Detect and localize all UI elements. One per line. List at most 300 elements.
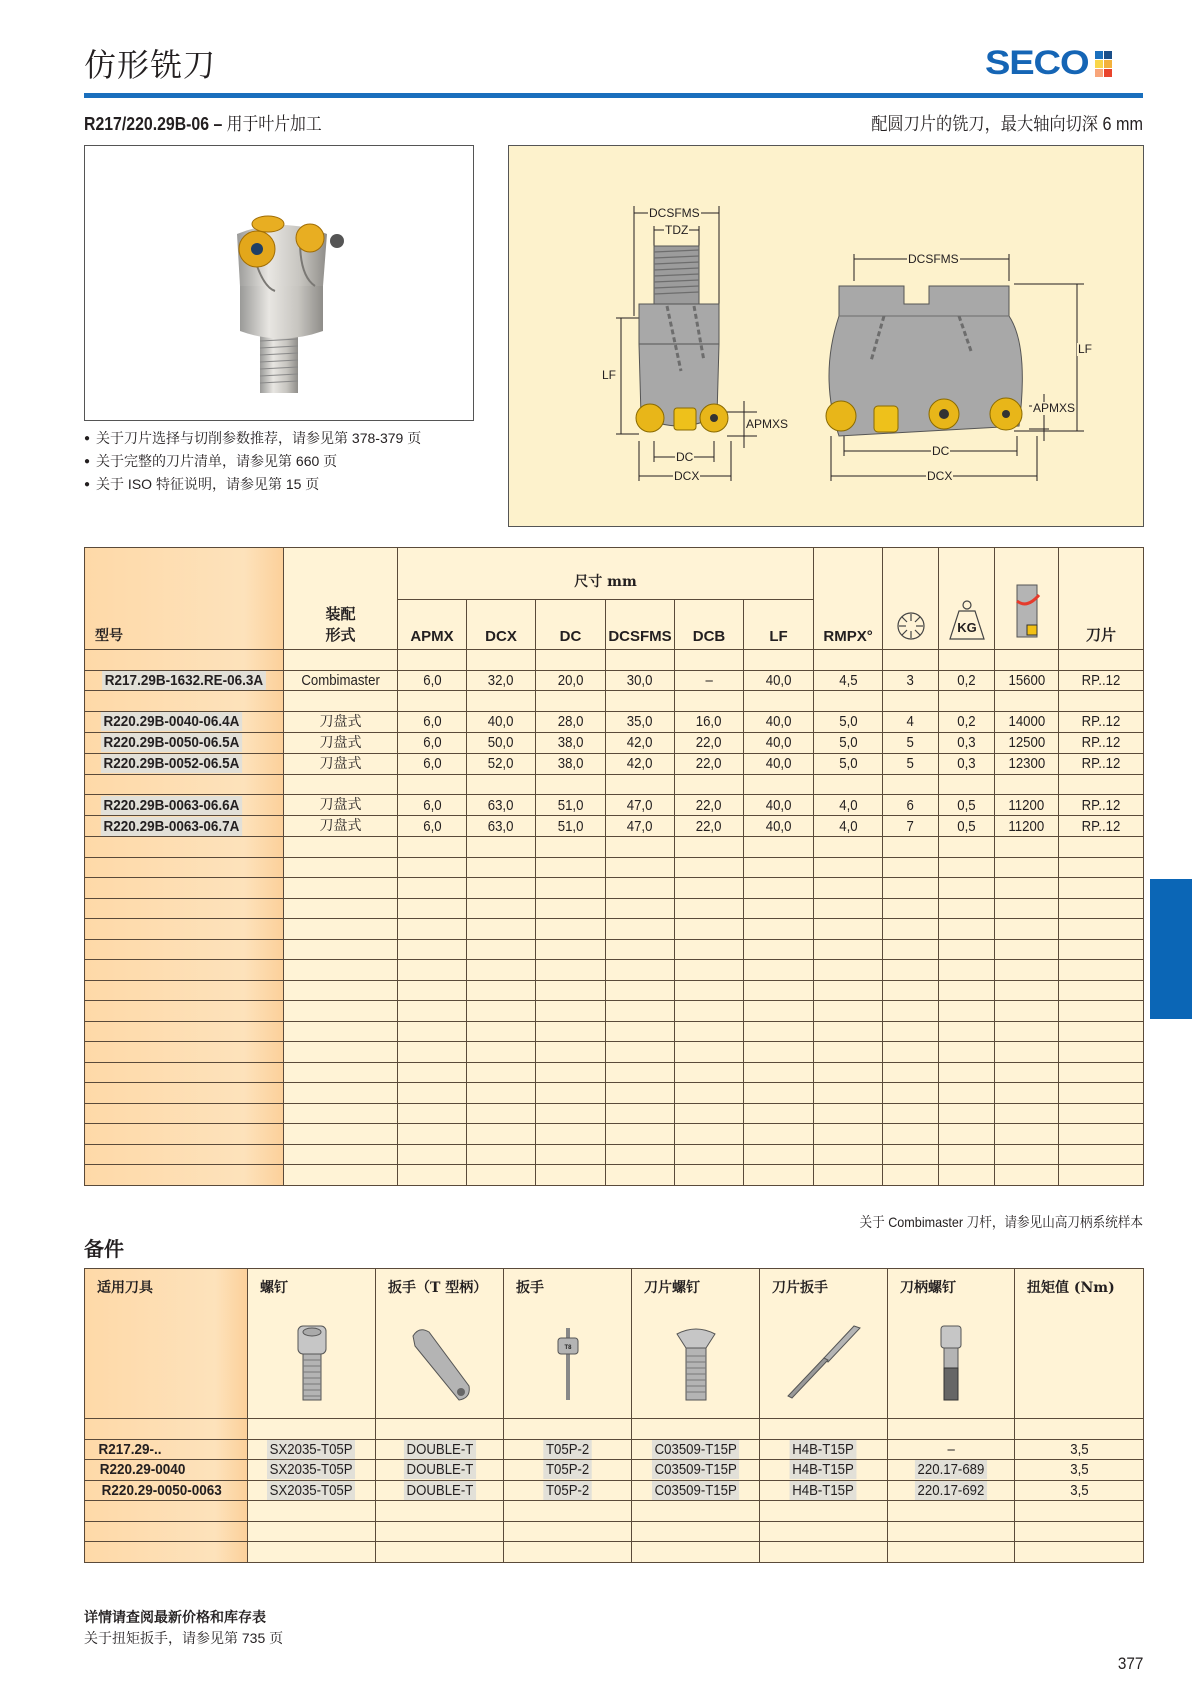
- cell-holder_screw: [888, 1439, 1015, 1460]
- cell-insert_screw: [632, 1480, 760, 1501]
- empty-cell: [814, 1001, 883, 1022]
- dc-value: 20,0: [557, 671, 584, 689]
- empty-cell: [744, 1144, 814, 1165]
- cell-mount: [284, 711, 398, 732]
- cell-dcsfms: [606, 732, 675, 753]
- empty-cell: [632, 1419, 760, 1440]
- empty-cell: [744, 1021, 814, 1042]
- empty-cell: [744, 1083, 814, 1104]
- insert_screw-value: C03509-T15P: [652, 1440, 739, 1459]
- empty-row: [85, 1501, 1144, 1522]
- mount-header-line2: 形式: [325, 626, 356, 644]
- empty-cell: [675, 898, 744, 919]
- empty-cell: [883, 774, 939, 795]
- empty-cell: [398, 919, 467, 940]
- empty-cell: [467, 837, 536, 858]
- cell-model: [85, 732, 284, 753]
- footer-price-note: 详情请查阅最新价格和库存表: [84, 1610, 266, 1626]
- spare-header-tool: [85, 1269, 248, 1419]
- rmpx-value: 5,0: [838, 755, 858, 772]
- dcsfms-value: 47,0: [627, 817, 653, 835]
- t_wrench-value: DOUBLE-T: [403, 1440, 475, 1459]
- dcsfms-value: 47,0: [627, 796, 653, 814]
- empty-row: [85, 898, 1144, 919]
- empty-cell: [995, 691, 1059, 712]
- empty-row: [85, 650, 1144, 671]
- dcb-value: 22,0: [696, 817, 722, 835]
- empty-cell: [883, 1042, 939, 1063]
- empty-cell: [85, 1124, 284, 1145]
- empty-cell: [606, 650, 675, 671]
- page-title: 仿形铣刀: [84, 46, 217, 84]
- empty-cell: [284, 1062, 398, 1083]
- empty-cell: [675, 980, 744, 1001]
- empty-cell: [1059, 919, 1144, 940]
- empty-cell: [85, 939, 284, 960]
- cell-kg: [939, 816, 995, 837]
- kg-value: 0,5: [957, 796, 976, 814]
- model-value: R220.29B-0063-06.7A: [101, 817, 242, 836]
- screw-value: SX2035-T05P: [267, 1460, 355, 1479]
- cell-kg: [939, 753, 995, 774]
- dcx-value: 40,0: [488, 713, 514, 730]
- empty-cell: [883, 1083, 939, 1104]
- empty-cell: [939, 1042, 995, 1063]
- col-header-dcx: DCX: [467, 600, 536, 650]
- empty-row: [85, 1103, 1144, 1124]
- empty-cell: [284, 1083, 398, 1104]
- empty-cell: [1059, 1165, 1144, 1186]
- empty-cell: [883, 1124, 939, 1145]
- empty-cell: [744, 980, 814, 1001]
- dcb-value: 22,0: [696, 796, 722, 814]
- empty-cell: [606, 1144, 675, 1165]
- empty-cell: [1059, 1001, 1144, 1022]
- wrench-value: T05P-2: [543, 1440, 592, 1459]
- col-header-dcsfms: DCSFMS: [606, 600, 675, 650]
- cell-apmx: [398, 732, 467, 753]
- apmx-value: 6,0: [422, 713, 442, 730]
- tool-value: R217.29-..: [98, 1440, 162, 1458]
- apmx-value: 6,0: [422, 817, 442, 835]
- empty-cell: [883, 1001, 939, 1022]
- empty-cell: [995, 1042, 1059, 1063]
- empty-cell: [284, 1144, 398, 1165]
- lf-value: 40,0: [765, 713, 792, 730]
- cell-insert_key: [760, 1480, 888, 1501]
- empty-cell: [1059, 939, 1144, 960]
- dcx-value: 63,0: [488, 796, 514, 814]
- empty-cell: [536, 1083, 606, 1104]
- cell-wrench: [504, 1480, 632, 1501]
- z-value: 5: [906, 734, 915, 751]
- cell-screw: [248, 1460, 376, 1481]
- model-value: R217.29B-1632.RE-06.3A: [102, 671, 266, 690]
- empty-cell: [675, 878, 744, 899]
- empty-cell: [675, 774, 744, 795]
- empty-cell: [85, 960, 284, 981]
- empty-cell: [888, 1419, 1015, 1440]
- t-handle-wrench-icon: [405, 1324, 475, 1404]
- kg-value: 0,5: [957, 817, 976, 835]
- empty-cell: [284, 1165, 398, 1186]
- empty-cell: [814, 960, 883, 981]
- empty-cell: [1059, 650, 1144, 671]
- empty-cell: [467, 1001, 536, 1022]
- rpm-value: 12500: [1008, 734, 1045, 751]
- empty-cell: [1015, 1542, 1144, 1563]
- empty-cell: [744, 919, 814, 940]
- empty-row: [85, 837, 1144, 858]
- insert_key-value: H4B-T15P: [790, 1440, 857, 1459]
- empty-row: [85, 691, 1144, 712]
- empty-cell: [536, 837, 606, 858]
- empty-cell: [248, 1419, 376, 1440]
- model-value: R220.29B-0052-06.5A: [101, 754, 242, 773]
- empty-cell: [85, 919, 284, 940]
- cell-tool: [85, 1480, 248, 1501]
- empty-cell: [606, 919, 675, 940]
- combimaster-note: 关于 Combimaster 刀杆，请参见山高刀柄系统样本: [859, 1214, 1143, 1230]
- cell-insert: [1059, 732, 1144, 753]
- empty-cell: [284, 774, 398, 795]
- empty-cell: [888, 1542, 1015, 1563]
- dim-label-lf-right: LF: [1078, 342, 1093, 356]
- holder-screw-icon: [939, 1324, 963, 1404]
- empty-cell: [995, 939, 1059, 960]
- cell-dc: [536, 711, 606, 732]
- dcb-value: 22,0: [696, 734, 722, 751]
- holder_screw-value: 220.17-689: [915, 1460, 987, 1479]
- empty-cell: [632, 1521, 760, 1542]
- product-description: 配圆刀片的铣刀，最大轴向切深 6 mm: [871, 114, 1143, 134]
- empty-cell: [284, 919, 398, 940]
- product-subtitle: [84, 110, 322, 136]
- empty-cell: [467, 1083, 536, 1104]
- note-item: ● 关于完整的刀片清单，请参见第 660 页: [84, 451, 421, 474]
- empty-cell: [606, 960, 675, 981]
- cell-insert: [1059, 816, 1144, 837]
- empty-cell: [995, 898, 1059, 919]
- empty-cell: [398, 1062, 467, 1083]
- empty-cell: [606, 1165, 675, 1186]
- empty-cell: [606, 1124, 675, 1145]
- empty-cell: [939, 1103, 995, 1124]
- empty-row: [85, 919, 1144, 940]
- cell-dcsfms: [606, 670, 675, 691]
- empty-cell: [939, 1124, 995, 1145]
- empty-cell: [284, 878, 398, 899]
- empty-cell: [467, 1165, 536, 1186]
- empty-row: [85, 1521, 1144, 1542]
- empty-cell: [284, 1001, 398, 1022]
- empty-cell: [995, 774, 1059, 795]
- page-number: 377: [1117, 1654, 1143, 1673]
- cell-rmpx: [814, 711, 883, 732]
- dim-label-dcx-right: DCX: [927, 469, 953, 483]
- empty-cell: [995, 1021, 1059, 1042]
- empty-cell: [398, 857, 467, 878]
- torque-value: 3,5: [1069, 1440, 1089, 1458]
- empty-cell: [883, 1165, 939, 1186]
- empty-cell: [606, 1042, 675, 1063]
- empty-cell: [398, 1042, 467, 1063]
- empty-cell: [536, 1021, 606, 1042]
- empty-cell: [467, 857, 536, 878]
- cell-insert: [1059, 753, 1144, 774]
- empty-cell: [883, 1103, 939, 1124]
- empty-cell: [85, 1021, 284, 1042]
- empty-cell: [814, 1062, 883, 1083]
- title-divider: [84, 93, 1143, 98]
- empty-cell: [398, 939, 467, 960]
- empty-cell: [883, 898, 939, 919]
- empty-cell: [248, 1521, 376, 1542]
- seco-logo: [985, 44, 1112, 83]
- empty-cell: [504, 1521, 632, 1542]
- dcx-value: 50,0: [488, 734, 514, 751]
- wrench-value: T05P-2: [543, 1460, 592, 1479]
- apmx-value: 6,0: [422, 796, 442, 814]
- z-value: 6: [906, 796, 915, 814]
- empty-cell: [467, 1144, 536, 1165]
- col-header-dc: DC: [536, 600, 606, 650]
- kg-value: 0,3: [957, 734, 976, 751]
- empty-cell: [504, 1542, 632, 1563]
- empty-cell: [675, 1001, 744, 1022]
- empty-cell: [675, 1144, 744, 1165]
- empty-row: [85, 939, 1144, 960]
- spare-parts-table: [84, 1268, 1144, 1563]
- cell-t_wrench: [376, 1439, 504, 1460]
- mount-value: 刀盘式: [319, 713, 362, 730]
- dcx-value: 32,0: [488, 671, 514, 689]
- empty-cell: [883, 960, 939, 981]
- empty-cell: [376, 1521, 504, 1542]
- empty-cell: [814, 878, 883, 899]
- dcx-value: 63,0: [488, 817, 514, 835]
- empty-cell: [1015, 1419, 1144, 1440]
- empty-cell: [1059, 837, 1144, 858]
- empty-row: [85, 1124, 1144, 1145]
- empty-cell: [744, 1124, 814, 1145]
- empty-cell: [675, 1103, 744, 1124]
- note-item: ● 关于 ISO 特征说明，请参见第 15 页: [84, 474, 421, 497]
- rpm-value: 14000: [1008, 713, 1045, 730]
- empty-row: [85, 1144, 1144, 1165]
- spare-header-insert-key-label: 刀片扳手: [772, 1280, 828, 1296]
- empty-cell: [883, 1062, 939, 1083]
- cell-mount: [284, 816, 398, 837]
- empty-cell: [467, 939, 536, 960]
- empty-cell: [814, 1124, 883, 1145]
- model-value: R220.29B-0040-06.4A: [101, 712, 242, 731]
- empty-cell: [376, 1542, 504, 1563]
- cell-dcb: [675, 670, 744, 691]
- empty-cell: [536, 939, 606, 960]
- empty-cell: [606, 1103, 675, 1124]
- empty-cell: [536, 919, 606, 940]
- empty-cell: [85, 650, 284, 671]
- cell-insert_screw: [632, 1460, 760, 1481]
- empty-cell: [939, 919, 995, 940]
- mount-value: 刀盘式: [319, 818, 362, 834]
- empty-cell: [995, 857, 1059, 878]
- empty-cell: [398, 980, 467, 1001]
- cell-insert_key: [760, 1460, 888, 1481]
- dim-label-tdz: TDZ: [665, 223, 689, 237]
- empty-cell: [467, 919, 536, 940]
- spare-parts-title: 备件: [84, 1237, 124, 1261]
- cell-dcb: [675, 732, 744, 753]
- empty-cell: [939, 857, 995, 878]
- empty-cell: [995, 1124, 1059, 1145]
- empty-cell: [760, 1419, 888, 1440]
- insert-value: RP..12: [1081, 671, 1121, 689]
- empty-cell: [760, 1501, 888, 1522]
- lf-value: 40,0: [765, 817, 792, 835]
- empty-cell: [536, 1001, 606, 1022]
- rmpx-value: 5,0: [838, 713, 858, 730]
- empty-cell: [536, 1103, 606, 1124]
- empty-cell: [536, 898, 606, 919]
- lf-value: 40,0: [765, 671, 792, 689]
- empty-cell: [744, 691, 814, 712]
- cell-z: [883, 732, 939, 753]
- mount-value: Combimaster: [301, 671, 380, 689]
- empty-cell: [284, 691, 398, 712]
- empty-cell: [85, 837, 284, 858]
- kg-value: 0,2: [957, 671, 976, 689]
- empty-cell: [85, 1521, 248, 1542]
- col-group-dimensions: [398, 548, 814, 600]
- empty-cell: [760, 1542, 888, 1563]
- empty-cell: [467, 980, 536, 1001]
- kg-value: 0,3: [957, 755, 976, 772]
- empty-cell: [883, 650, 939, 671]
- col-header-apmx: APMX: [398, 600, 467, 650]
- empty-cell: [606, 1062, 675, 1083]
- cell-dcsfms: [606, 753, 675, 774]
- logo-squares-icon: [1095, 51, 1112, 77]
- rpm-value: 12300: [1008, 755, 1045, 772]
- cell-dc: [536, 816, 606, 837]
- empty-cell: [606, 1001, 675, 1022]
- dim-label-dc-right: DC: [932, 444, 950, 458]
- spare-header-insert-screw: [632, 1269, 760, 1419]
- empty-cell: [536, 774, 606, 795]
- spare-header-wrench: [504, 1269, 632, 1419]
- empty-cell: [85, 898, 284, 919]
- empty-cell: [814, 1103, 883, 1124]
- empty-cell: [1059, 774, 1144, 795]
- empty-cell: [744, 650, 814, 671]
- dcsfms-value: 42,0: [627, 755, 653, 772]
- empty-cell: [467, 960, 536, 981]
- empty-cell: [467, 1124, 536, 1145]
- cutter-dimension-drawing-icon: [509, 146, 1143, 526]
- empty-cell: [606, 980, 675, 1001]
- dcsfms-value: 42,0: [627, 734, 653, 751]
- empty-row: [85, 1001, 1144, 1022]
- cell-rmpx: [814, 670, 883, 691]
- empty-cell: [675, 960, 744, 981]
- cell-t_wrench: [376, 1480, 504, 1501]
- spare-header-holder-screw: [888, 1269, 1015, 1419]
- col-header-mount: [284, 548, 398, 650]
- cell-z: [883, 816, 939, 837]
- empty-cell: [284, 1021, 398, 1042]
- cell-torque: [1015, 1460, 1144, 1481]
- dim-label-dcsfms-right: DCSFMS: [908, 252, 959, 266]
- empty-cell: [85, 1103, 284, 1124]
- cell-kg: [939, 711, 995, 732]
- dim-label-apmxs: APMXS: [746, 417, 789, 431]
- tool-value: R220.29-0050-0063: [101, 1481, 222, 1499]
- dim-label-dc: DC: [676, 450, 694, 464]
- col-header-max-rpm: [995, 548, 1059, 650]
- empty-cell: [606, 691, 675, 712]
- cell-rpm: [995, 795, 1059, 816]
- spare-header-torque: [1015, 1269, 1144, 1419]
- note-item: ● 关于刀片选择与切削参数推荐，请参见第 378-379 页: [84, 428, 421, 451]
- rmpx-value: 4,0: [838, 796, 858, 814]
- empty-cell: [744, 837, 814, 858]
- product-photo: [84, 145, 474, 421]
- cell-insert_screw: [632, 1439, 760, 1460]
- section-tab-marker: [1150, 879, 1192, 1019]
- empty-cell: [85, 1419, 248, 1440]
- empty-cell: [939, 960, 995, 981]
- cell-rpm: [995, 753, 1059, 774]
- empty-cell: [995, 878, 1059, 899]
- weight-kg-icon: [947, 599, 987, 641]
- empty-cell: [760, 1521, 888, 1542]
- kg-value: 0,2: [957, 713, 976, 730]
- empty-row: [85, 1419, 1144, 1440]
- cell-model: [85, 795, 284, 816]
- empty-cell: [467, 774, 536, 795]
- cell-mount: [284, 795, 398, 816]
- empty-cell: [814, 1021, 883, 1042]
- insert_screw-value: C03509-T15P: [652, 1481, 739, 1500]
- cell-dcx: [467, 670, 536, 691]
- spare-header-t-wrench: [376, 1269, 504, 1419]
- empty-cell: [85, 1083, 284, 1104]
- empty-cell: [744, 1062, 814, 1083]
- cell-dc: [536, 753, 606, 774]
- z-value: 7: [906, 817, 915, 835]
- insert_screw-value: C03509-T15P: [652, 1460, 739, 1479]
- cell-model: [85, 670, 284, 691]
- empty-cell: [995, 960, 1059, 981]
- empty-cell: [398, 1124, 467, 1145]
- z-value: 4: [906, 713, 915, 730]
- spare-header-insert-key: [760, 1269, 888, 1419]
- empty-cell: [1059, 960, 1144, 981]
- empty-cell: [814, 1083, 883, 1104]
- cell-insert: [1059, 670, 1144, 691]
- screw-value: SX2035-T05P: [267, 1481, 355, 1500]
- empty-cell: [995, 1001, 1059, 1022]
- cell-dc: [536, 795, 606, 816]
- product-application: 用于叶片加工: [226, 114, 322, 134]
- empty-cell: [675, 1165, 744, 1186]
- empty-cell: [675, 1042, 744, 1063]
- empty-row: [85, 1542, 1144, 1563]
- cell-tool: [85, 1460, 248, 1481]
- empty-cell: [284, 650, 398, 671]
